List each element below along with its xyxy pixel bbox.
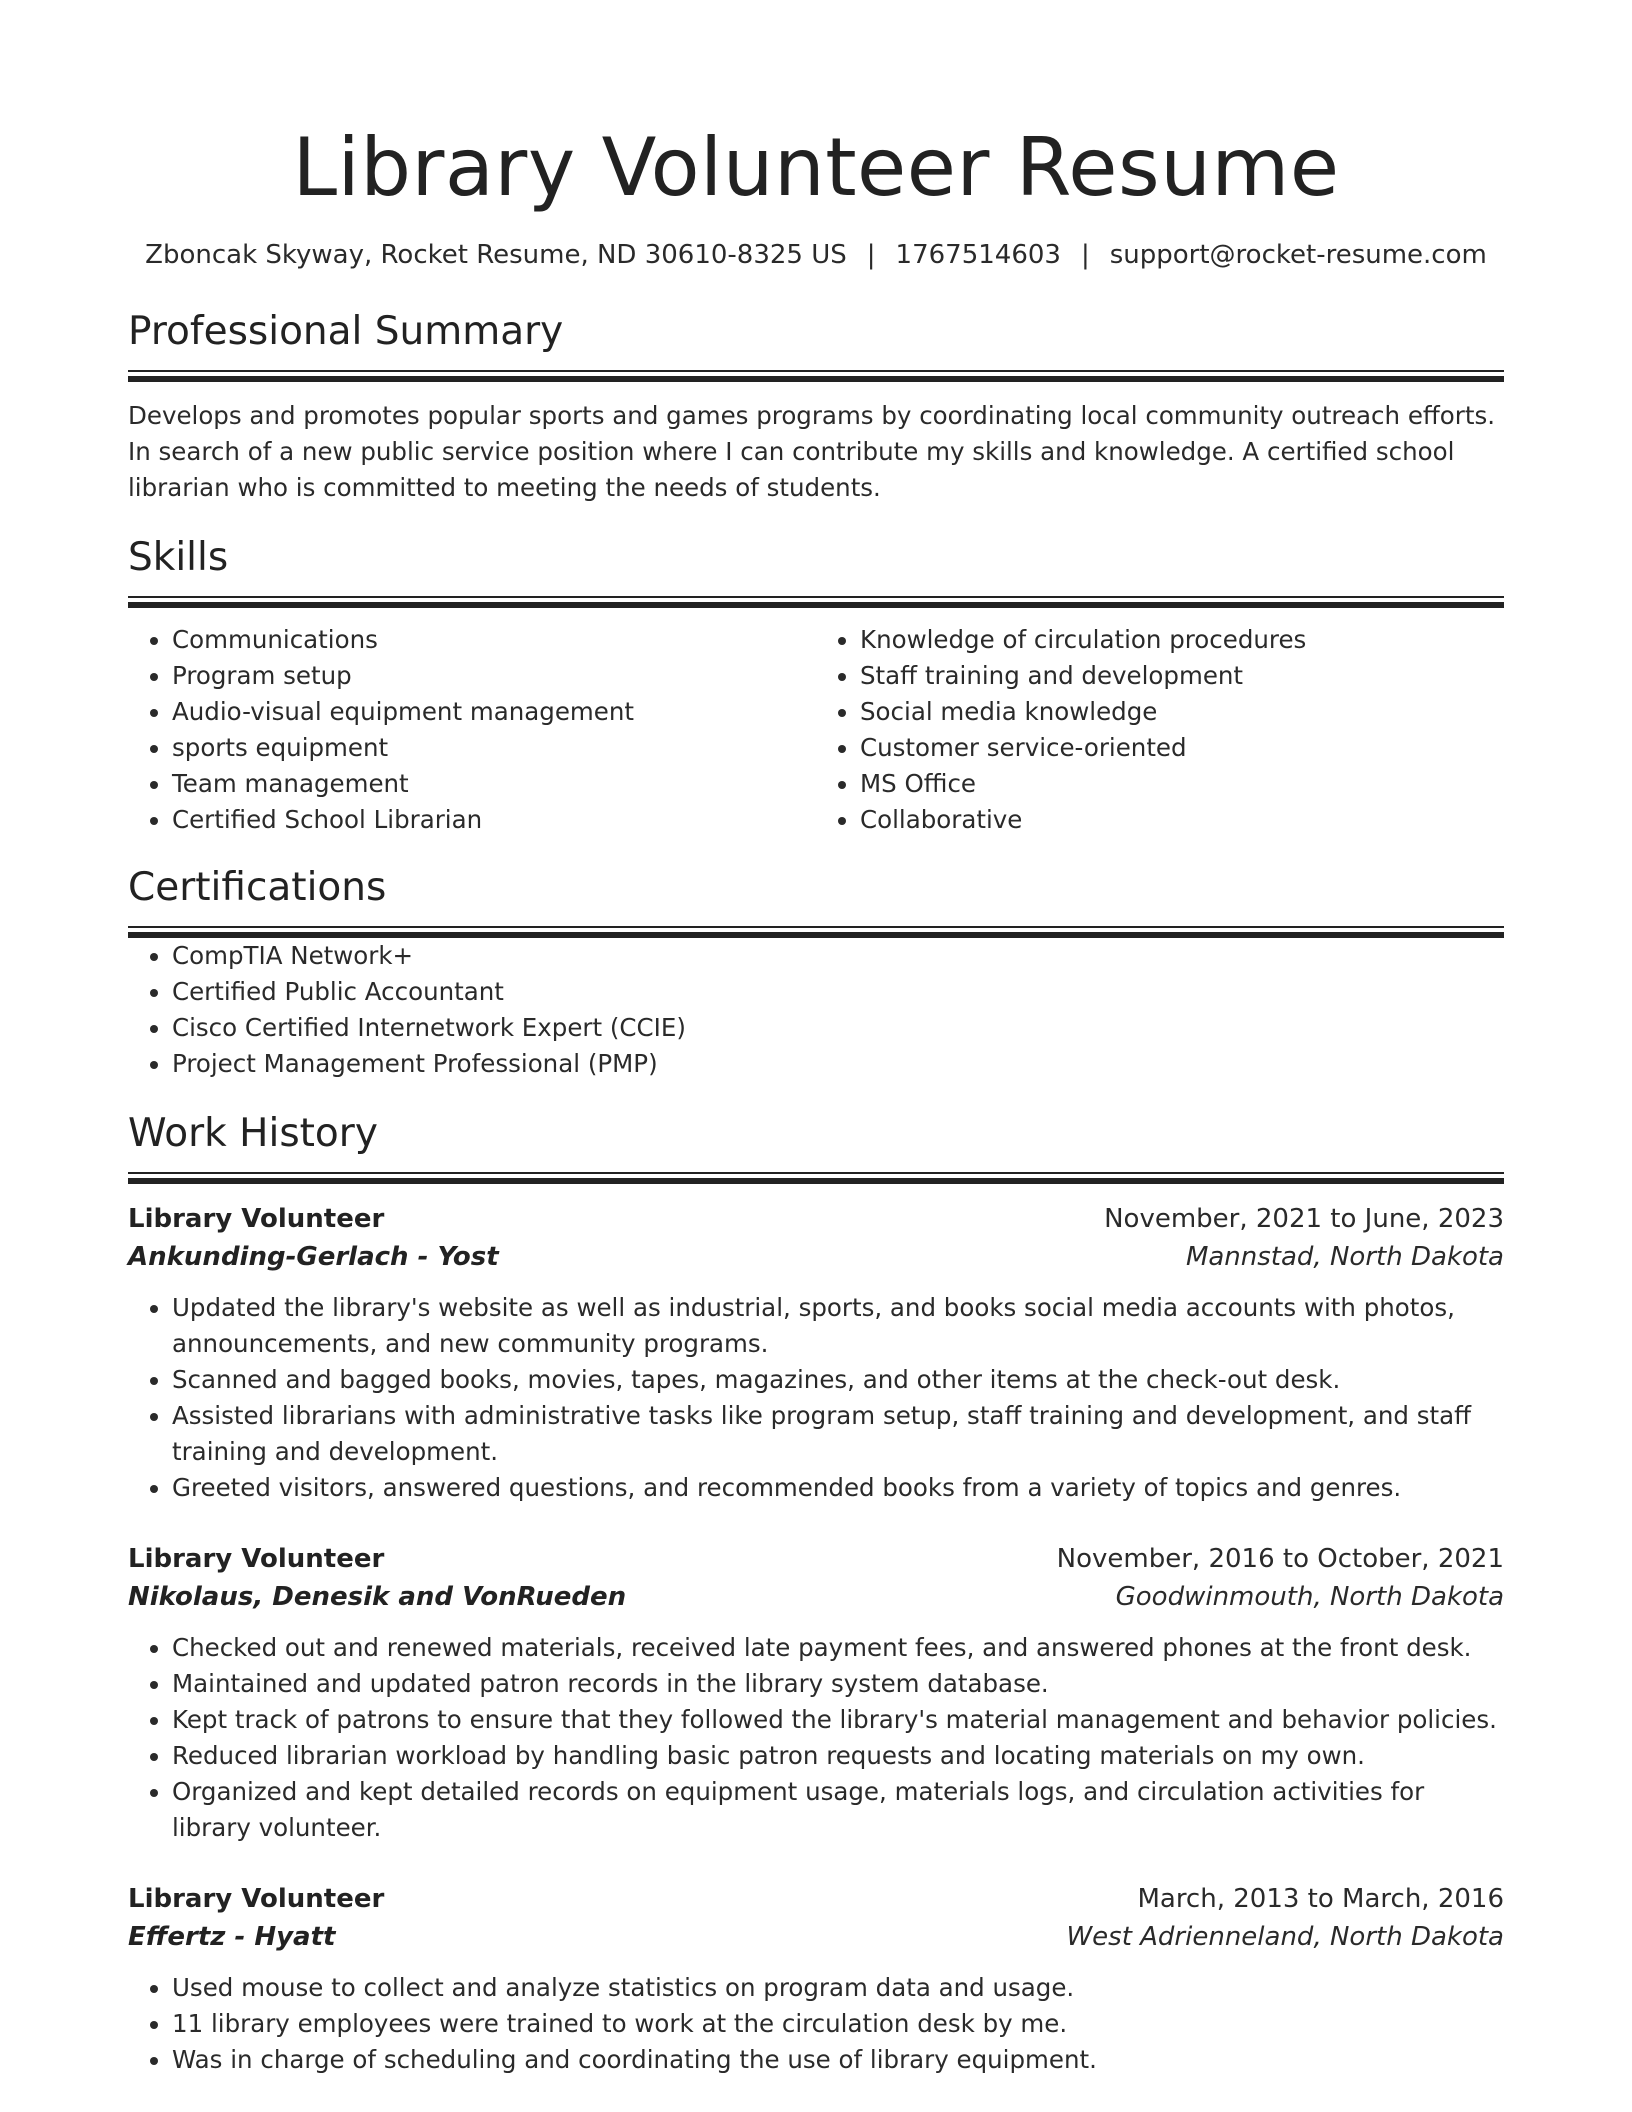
job-duties-list (128, 1970, 1504, 2078)
skill-item: • Program setup (172, 658, 816, 694)
contact-line (128, 238, 1504, 272)
job-entry (128, 1880, 1504, 2078)
skill-item: • Collaborative (860, 802, 1504, 838)
job-duty: • Greeted visitors, answered questions, and recommended books from a variety of topics and genres. (172, 1470, 1504, 1506)
contact-phone: 1767514603 (895, 240, 1061, 270)
job-employer-row (128, 1578, 1504, 1616)
job-duty: • Updated the library's website as well as industrial, sports, and books social media accounts with photos, announcements, and new community programs. (172, 1290, 1504, 1362)
skills-list-right (816, 622, 1504, 838)
certification-item: • Project Management Professional (PMP) (172, 1046, 1504, 1082)
job-location: Mannstad, North Dakota (1185, 1242, 1504, 1272)
job-location: West Adrienneland, North Dakota (1066, 1922, 1504, 1952)
job-duty: • 11 library employees were trained to work at the circulation desk by me. (172, 2006, 1504, 2042)
summary-section (128, 308, 1504, 506)
section-heading-skills: Skills (128, 535, 229, 580)
job-employer-row (128, 1238, 1504, 1276)
work-history-section (128, 1110, 1504, 2078)
job-title: Library Volunteer (128, 1204, 385, 1234)
skill-item: • Communications (172, 622, 816, 658)
section-heading-summary: Professional Summary (128, 309, 564, 354)
resume-title: Library Volunteer Resume (292, 121, 1340, 214)
skill-item: • MS Office (860, 766, 1504, 802)
job-location: Goodwinmouth, North Dakota (1115, 1582, 1504, 1612)
job-company: Effertz - Hyatt (128, 1922, 336, 1952)
job-duty: • Kept track of patrons to ensure that they followed the library's material management and behavior policies. (172, 1702, 1504, 1738)
skill-item: • Knowledge of circulation procedures (860, 622, 1504, 658)
skills-section (128, 534, 1504, 838)
job-duty: • Was in charge of scheduling and coordinating the use of library equipment. (172, 2042, 1504, 2078)
job-title: Library Volunteer (128, 1544, 385, 1574)
certification-item: • CompTIA Network+ (172, 938, 1504, 974)
job-dates: November, 2021 to June, 2023 (1104, 1204, 1504, 1234)
section-heading-certifications: Certifications (128, 865, 387, 910)
skills-grid (128, 622, 1504, 838)
contact-email[interactable]: support@rocket-resume.com (1109, 240, 1487, 270)
job-duty: • Checked out and renewed materials, received late payment fees, and answered phones at the front desk. (172, 1630, 1504, 1666)
job-duties-list (128, 1630, 1504, 1846)
skill-item: • Team management (172, 766, 816, 802)
section-divider (128, 370, 1504, 382)
skill-item: • Customer service-oriented (860, 730, 1504, 766)
certification-item: • Certified Public Accountant (172, 974, 1504, 1010)
summary-text: Develops and promotes popular sports and games programs by coordinating local community outreach efforts. In search of a new public service position where I can contribute my skills and knowledge. A certified school librarian who is committed to meeting the needs of students. (128, 401, 1495, 502)
skill-item: • Staff training and development (860, 658, 1504, 694)
job-dates: March, 2013 to March, 2016 (1137, 1884, 1504, 1914)
skills-column-left (128, 622, 816, 838)
job-header-row (128, 1200, 1504, 1238)
job-duties-list (128, 1290, 1504, 1506)
contact-address: Zboncak Skyway, Rocket Resume, ND 30610-8325 US (145, 240, 847, 270)
job-employer-row (128, 1918, 1504, 1956)
job-duty: • Scanned and bagged books, movies, tapes, magazines, and other items at the check-out desk. (172, 1362, 1504, 1398)
job-dates: November, 2016 to October, 2021 (1056, 1544, 1504, 1574)
job-duty: • Used mouse to collect and analyze statistics on program data and usage. (172, 1970, 1504, 2006)
job-company: Ankunding-Gerlach - Yost (128, 1242, 499, 1272)
skill-item: • Certified School Librarian (172, 802, 816, 838)
section-divider (128, 926, 1504, 938)
job-duty: • Organized and kept detailed records on equipment usage, materials logs, and circulation activities for library volunteer. (172, 1774, 1504, 1846)
job-duty: • Reduced librarian workload by handling basic patron requests and locating materials on my own. (172, 1738, 1504, 1774)
section-divider (128, 1172, 1504, 1184)
contact-separator: | (866, 240, 876, 270)
job-title: Library Volunteer (128, 1884, 385, 1914)
job-duty: • Assisted librarians with administrative tasks like program setup, staff training and development, and staff training and development. (172, 1398, 1504, 1470)
skill-item: • Audio-visual equipment management (172, 694, 816, 730)
certifications-section (128, 864, 1504, 1082)
job-entry (128, 1200, 1504, 1506)
contact-separator: | (1080, 240, 1090, 270)
section-divider (128, 596, 1504, 608)
certification-item: • Cisco Certified Internetwork Expert (CCIE) (172, 1010, 1504, 1046)
job-entry (128, 1540, 1504, 1846)
skill-item: • sports equipment (172, 730, 816, 766)
job-header-row (128, 1540, 1504, 1578)
section-heading-work-history: Work History (128, 1111, 378, 1156)
skill-item: • Social media knowledge (860, 694, 1504, 730)
skills-list-left (128, 622, 816, 838)
job-duty: • Maintained and updated patron records in the library system database. (172, 1666, 1504, 1702)
skills-column-right (816, 622, 1504, 838)
certifications-list (128, 938, 1504, 1082)
job-company: Nikolaus, Denesik and VonRueden (128, 1582, 627, 1612)
job-header-row (128, 1880, 1504, 1918)
